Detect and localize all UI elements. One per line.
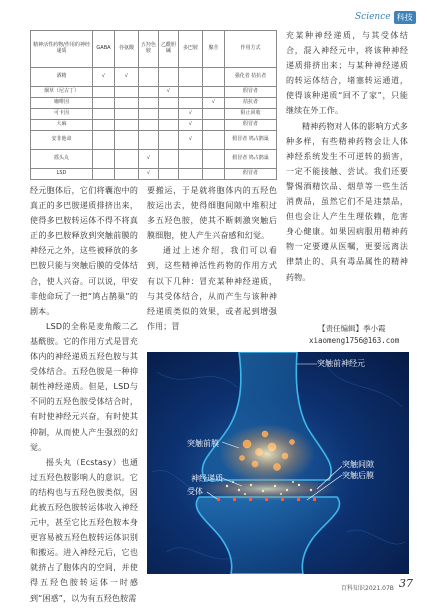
- table-cell: [139, 87, 159, 98]
- glow-presynaptic: [219, 424, 315, 484]
- table-cell: [93, 98, 115, 109]
- table-row: [31, 87, 277, 98]
- table-cell: [93, 169, 115, 180]
- table-cell: [115, 87, 139, 98]
- label-presynaptic-membrane: 突触前膜: [187, 439, 219, 448]
- table-cell: [115, 98, 139, 109]
- section-header: [355, 10, 416, 24]
- table-cell: √: [179, 130, 203, 149]
- table-cell: [203, 119, 225, 130]
- table-row: [31, 119, 277, 130]
- table-cell: √: [203, 98, 225, 109]
- paragraph: 精神药物对人体的影响方式多种多样，有些精神药物会让人体神经系统发生不可逆转的损害，一定不能接触、尝试。我们还要警惕酒精饮品、烟草等一些生活消费品，虽然它们不是违禁品，但也会让人产生生理依赖，危害身心健康。如果因病服用精神药物一定要遵从医嘱，更要远离法律禁止的、具有毒品属性的精神药物。: [286, 121, 408, 282]
- table-cell: 强化者 拮抗者: [225, 68, 277, 87]
- table-cell: [115, 169, 139, 180]
- table-header-cell: 谷氨酸: [115, 31, 139, 68]
- table-cell: √: [179, 119, 203, 130]
- table-cell: [159, 169, 179, 180]
- table-cell: √: [179, 108, 203, 119]
- table-cell: [139, 119, 159, 130]
- editor-email: xiaomeng1756@163.com: [309, 336, 400, 345]
- article-column-middle: [147, 183, 277, 334]
- table-cell: [179, 169, 203, 180]
- table-row: [31, 108, 277, 119]
- page-number: 37: [399, 577, 413, 590]
- table-row: [31, 130, 277, 149]
- table-header-cell: 多巴胺: [179, 31, 203, 68]
- table-cell: √: [139, 149, 159, 168]
- table-cell: 咖啡因: [31, 98, 93, 109]
- label-receptor: 受体: [187, 487, 203, 496]
- magazine-issue: 百科知识2021.07B: [341, 585, 394, 592]
- table-cell: [203, 169, 225, 180]
- table-cell: LSD: [31, 169, 93, 180]
- paragraph: LSD的全称是麦角酸二乙基酰胺。它的作用方式是冒充体内的神经递质五羟色胺与其受体结合。五羟色胺是一种抑制性神经递质。但是，LSD与不同的五羟色胺受体结合时，有时使神经元兴奋，有时使其抑制，从而使人产生强烈的幻觉。: [30, 321, 138, 452]
- table-cell: [203, 108, 225, 119]
- table-cell: [159, 149, 179, 168]
- table-cell: 假冒者: [225, 169, 277, 180]
- table-cell: 安非他命: [31, 130, 93, 149]
- table-cell: [179, 98, 203, 109]
- synapse-illustration: [147, 352, 409, 574]
- table-cell: 阻止回收: [225, 108, 277, 119]
- table-header-cell: GABA: [93, 31, 115, 68]
- label-neurotransmitter: 神经递质: [191, 474, 223, 483]
- table-row: [31, 68, 277, 87]
- table-cell: 假冒者 鸠占鹊巢: [225, 149, 277, 168]
- table-cell: [115, 108, 139, 119]
- table-header-row: [31, 31, 277, 68]
- paragraph: 经元胞体后，它们将囊泡中的真正的多巴胺递质排挤出来，使得多巴胺转运体不得不将真正的多巴胺释放到突触前膜的神经元之外，这些被释放的多巴胺只能与突触后膜的受体结合，使人兴奋。可以说，甲安非他命玩了一把“鸠占鹊巢”的剧本。: [30, 186, 138, 316]
- table-cell: 假冒者: [225, 87, 277, 98]
- table-cell: [93, 87, 115, 98]
- label-synaptic-cleft: 突触间隙: [342, 460, 374, 469]
- table-cell: [179, 87, 203, 98]
- table-row: [31, 149, 277, 168]
- paragraph: 充某种神经递质，与其受体结合，混入神经元中，将该种神经递质排挤出来；与某种神经递质的转运体结合，堵塞转运通道，使得该种递质“回不了家”，只能继续在外工作。: [286, 31, 408, 116]
- table-header-cell: 精神活性药物/作用的神经递质: [31, 31, 93, 68]
- table-cell: [139, 98, 159, 109]
- paragraph: 通过上述介绍，我们可以看到，这些精神活性药物的作用方式有以下几种：冒充某种神经递质，与其受体结合，从而产生与该种神经递质类似的效果，或者起到增强作用；冒: [147, 246, 277, 331]
- table-cell: √: [115, 68, 139, 87]
- label-presynaptic-neuron: 突触前神经元: [317, 359, 365, 368]
- table-row: [31, 98, 277, 109]
- table-cell: [203, 68, 225, 87]
- table-cell: [139, 68, 159, 87]
- table-cell: [93, 149, 115, 168]
- table-cell: [159, 68, 179, 87]
- table-cell: [179, 68, 203, 87]
- table-cell: 烟草（尼古丁）: [31, 87, 93, 98]
- table-cell: [115, 130, 139, 149]
- table-cell: [139, 130, 159, 149]
- table-cell: 可卡因: [31, 108, 93, 119]
- table-cell: [115, 149, 139, 168]
- table-cell: √: [139, 169, 159, 180]
- table-cell: 摇头丸: [31, 149, 93, 168]
- paragraph: 摇头丸（Ecstasy）也通过五羟色胺影响人的意识。它的结构也与五羟色胺类似，因此被五羟色胺转运体收入神经元中，甚至它比五羟色胺本身更容易被五羟色胺转运体识别和搬运。进入神经元后，它也就挤占了胞体内的空间，并使得五羟色胺转运体一时感到“困惑”，以为有五羟色胺需: [30, 457, 138, 603]
- table-cell: [203, 87, 225, 98]
- table-header-cell: 腺苷: [203, 31, 225, 68]
- table-cell: [159, 98, 179, 109]
- table-cell: 大麻: [31, 119, 93, 130]
- table-cell: [159, 119, 179, 130]
- table-header-cell: 乙酰胆碱: [159, 31, 179, 68]
- table-cell: √: [159, 87, 179, 98]
- table-cell: [179, 149, 203, 168]
- section-label-en: Science: [355, 12, 391, 22]
- table-cell: [93, 119, 115, 130]
- table-cell: [203, 149, 225, 168]
- table-cell: [93, 108, 115, 119]
- table-cell: [93, 130, 115, 149]
- table-cell: [115, 119, 139, 130]
- table-cell: 拮抗者: [225, 98, 277, 109]
- table-header-cell: 五羟色胺: [139, 31, 159, 68]
- postsynaptic-neuron-shape: [196, 497, 339, 574]
- article-column-left: [30, 183, 138, 606]
- table-cell: 假冒者: [225, 119, 277, 130]
- editor-credit: 【责任编辑】季小霞: [318, 324, 386, 333]
- label-postsynaptic-membrane: 突触后膜: [342, 471, 374, 480]
- drug-table: [30, 30, 277, 180]
- section-label-cn: 科技: [394, 11, 416, 24]
- table-header-cell: 作用方式: [225, 31, 277, 68]
- article-column-right-top: [286, 28, 408, 285]
- table-cell: 酒精: [31, 68, 93, 87]
- table-cell: [159, 108, 179, 119]
- paragraph: 要搬运，于是就将胞体内的五羟色胺运出去，使得细胞间隙中堆积过多五羟色胺，使其不断刺激突触后膜细胞，使人产生兴奋感和幻觉。: [147, 186, 277, 241]
- table-cell: [139, 108, 159, 119]
- table-cell: 假冒者 鸠占鹊巢: [225, 130, 277, 149]
- table-cell: [203, 130, 225, 149]
- table-cell: √: [93, 68, 115, 87]
- table-row: [31, 169, 277, 180]
- table-cell: [159, 130, 179, 149]
